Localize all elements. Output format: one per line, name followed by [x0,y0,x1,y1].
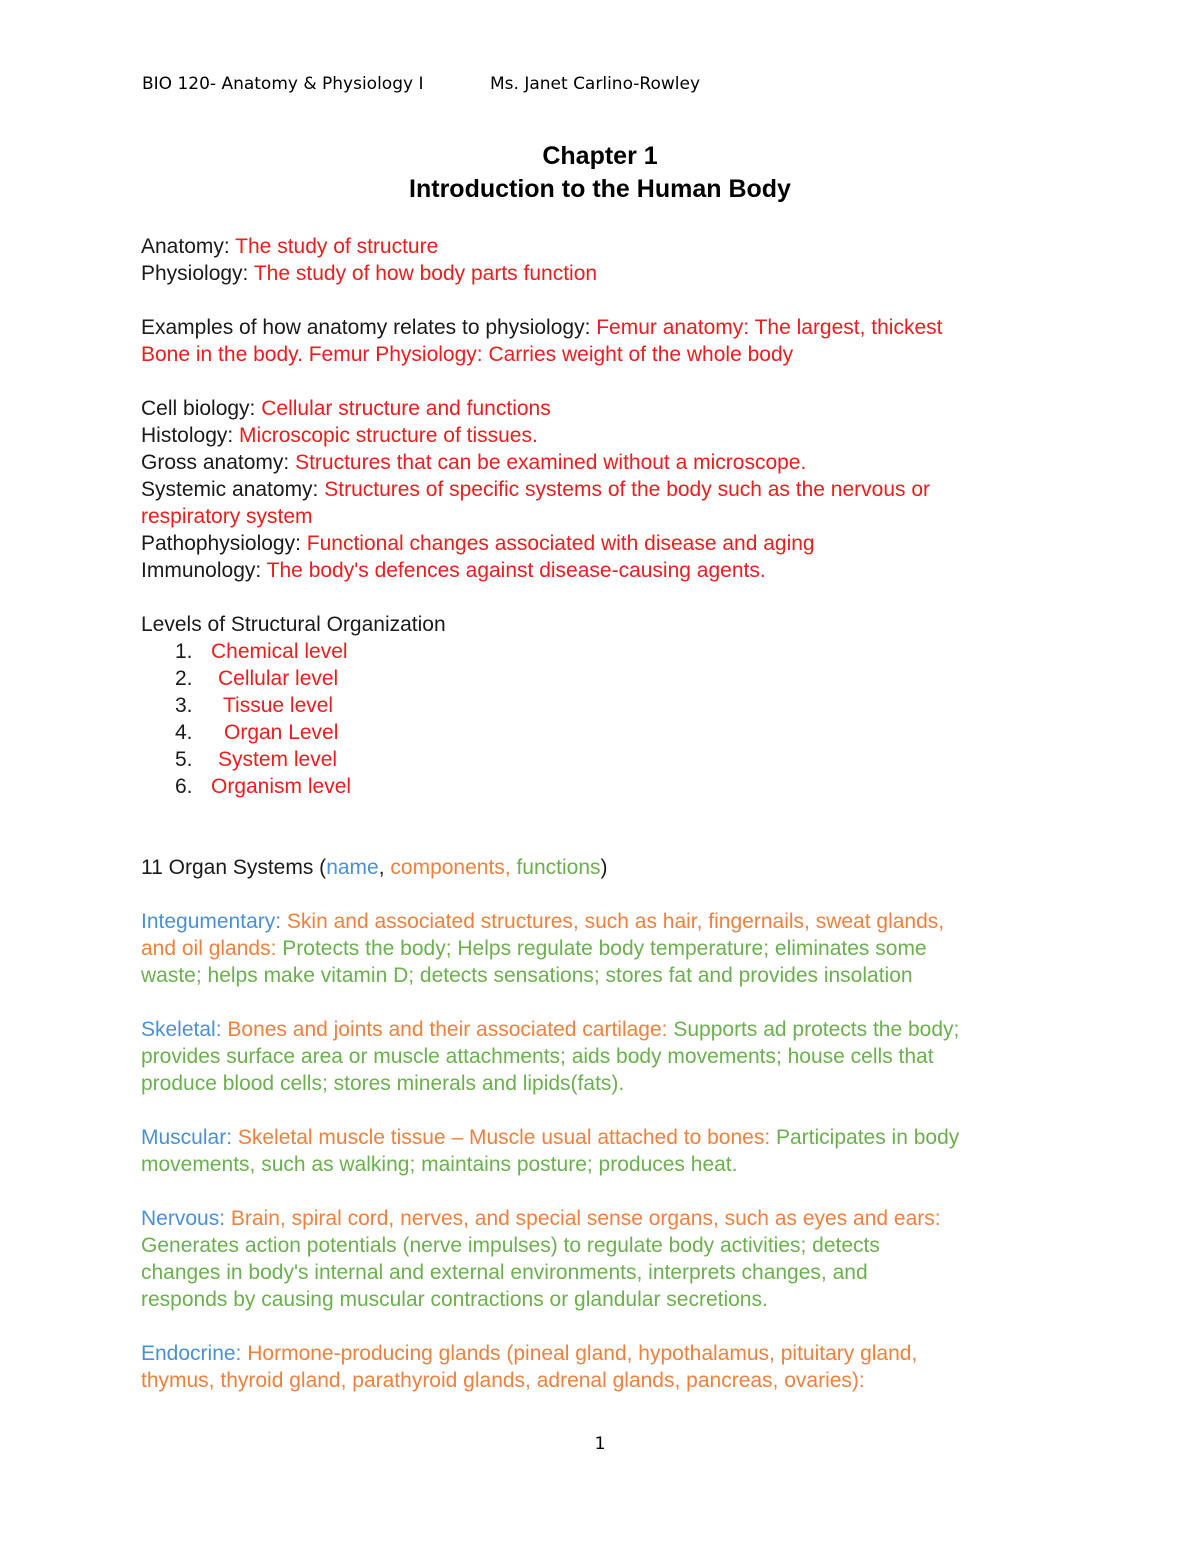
page-number: 1 [594,1434,606,1454]
system-nervous: Nervous: Brain, spiral cord, nerves, and special sense organs, such as eyes and ears: Generates action potentials (nerve impulses) to regulate body activities; detects changes in body's internal and external environments, interprets changes, and responds by causing muscular contractions or glandular secretions. [141,1207,941,1311]
list-item: 1. Chemical level [175,640,348,663]
system-endocrine: Endocrine: Hormone-producing glands (pineal gland, hypothalamus, pituitary gland, thymus, thyroid gland, parathyroid glands, adrenal glands, pancreas, ovaries): [141,1342,918,1392]
examples-paragraph: Examples of how anatomy relates to physiology: Femur anatomy: The largest, thickest [141,316,943,339]
organ-systems-heading: 11 Organ Systems (name, components, functions) [141,856,608,879]
list-item: 5. System level [175,748,338,771]
list-item: 6. Organism level [175,775,352,798]
legend-functions: functions [516,856,601,879]
definition-systemic-anatomy: Systemic anatomy: Structures of specific systems of the body such as the nervous or [141,478,931,501]
page-header [142,74,701,94]
document-body [141,233,1071,1394]
definition-pathophysiology: Pathophysiology: Functional changes associated with disease and aging [141,532,815,555]
levels-list [141,638,1071,800]
levels-heading: Levels of Structural Organization [141,613,446,636]
list-item: 2. Cellular level [175,667,339,690]
legend-components: components, [390,856,517,879]
definition-histology: Histology: Microscopic structure of tissues. [141,424,538,447]
definition-physiology: Physiology: The study of how body parts function [141,262,598,285]
system-muscular: Muscular: Skeletal muscle tissue – Muscle usual attached to bones: Participates in body movements, such as walking; maintains posture; produces heat. [141,1126,960,1176]
course-title: BIO 120- Anatomy & Physiology I [142,74,424,94]
definition-anatomy: Anatomy: The study of structure [141,235,439,258]
list-item: 3. Tissue level [175,694,334,717]
definition-immunology: Immunology: The body's defences against disease-causing agents. [141,559,766,582]
legend-name: name [326,856,379,879]
definition-cell-biology: Cell biology: Cellular structure and functions [141,397,551,420]
examples-paragraph-cont: Bone in the body. Femur Physiology: Carries weight of the whole body [141,343,794,366]
system-integumentary: Integumentary: Skin and associated structures, such as hair, fingernails, sweat glands, and oil glands: Protects the body; Helps regulate body temperature; eliminates some waste; helps make vitamin D; detects sensations; stores fat and provides insolation [141,910,945,987]
definition-systemic-anatomy-cont: respiratory system [141,505,313,528]
instructor-name: Ms. Janet Carlino-Rowley [490,74,701,94]
chapter-title [0,140,1200,206]
chapter-number: Chapter 1 [542,142,658,170]
list-item: 4. Organ Level [175,721,339,744]
definition-gross-anatomy: Gross anatomy: Structures that can be examined without a microscope. [141,451,807,474]
chapter-name: Introduction to the Human Body [409,175,791,203]
system-skeletal: Skeletal: Bones and joints and their associated cartilage: Supports ad protects the body; provides surface area or muscle attachments; aids body movements; house cells that produce blood cells; stores minerals and lipids(fats). [141,1018,960,1095]
